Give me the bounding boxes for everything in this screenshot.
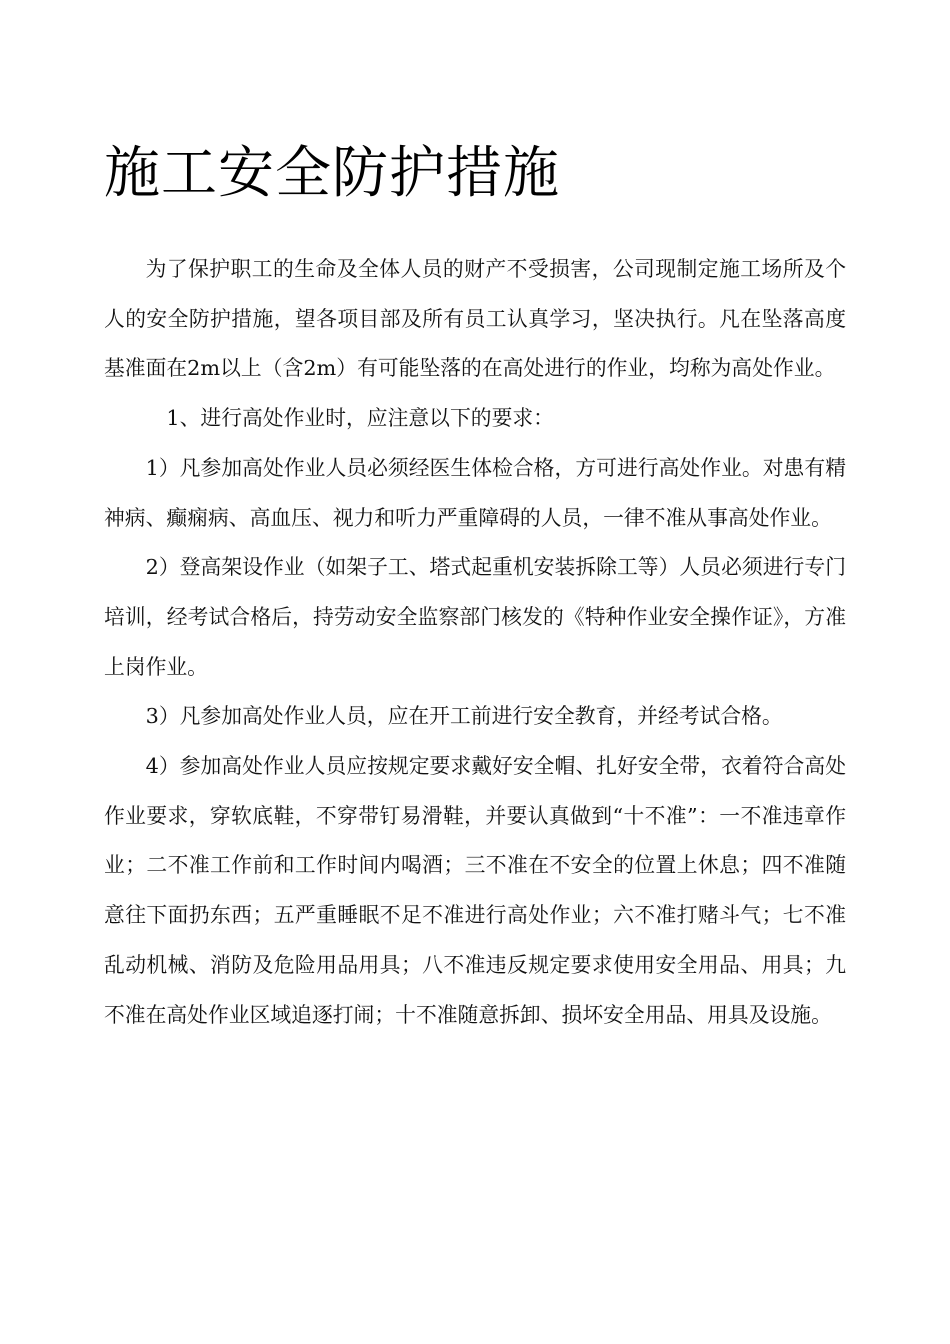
document-body xyxy=(104,245,846,1040)
document-title: 施工安全防护措施 xyxy=(104,141,560,206)
section-heading-paragraph: 1、进行高处作业时，应注意以下的要求： xyxy=(166,406,554,431)
requirement-paragraph-3: 3）凡参加高处作业人员，应在开工前进行安全教育，并经考试合格。 xyxy=(145,704,783,729)
intro-paragraph: 为了保护职工的生命及全体人员的财产不受损害，公司现制定施工场所及个人的安全防护措施，望各项目部及所有员工认真学习，坚决执行。凡在坠落高度基准面在2m以上（含2m）有可能坠落的在高处进行的作业，均称为高处作业。 xyxy=(104,257,846,381)
requirement-paragraph-4: 4）参加高处作业人员应按规定要求戴好安全帽、扎好安全带，衣着符合高处作业要求，穿软底鞋，不穿带钉易滑鞋，并要认真做到“十不准”：一不准违章作业；二不准工作前和工作时间内喝酒；三不准在不安全的位置上休息；四不准随意往下面扔东西；五严重睡眠不足不准进行高处作业；六不准打赌斗气；七不准乱动机械、消防及危险用品用具；八不准违反规定要求使用安全用品、用具；九不准在高处作业区域追逐打闹；十不准随意拆卸、损坏安全用品、用具及设施。 xyxy=(104,754,846,1027)
requirement-paragraph-2: 2）登高架设作业（如架子工、塔式起重机安装拆除工等）人员必须进行专门培训，经考试合格后，持劳动安全监察部门核发的《特种作业安全操作证》，方准上岗作业。 xyxy=(104,555,846,679)
requirement-paragraph-1: 1）凡参加高处作业人员必须经医生体检合格，方可进行高处作业。对患有精神病、癫痫病、高血压、视力和听力严重障碍的人员，一律不准从事高处作业。 xyxy=(104,455,846,530)
